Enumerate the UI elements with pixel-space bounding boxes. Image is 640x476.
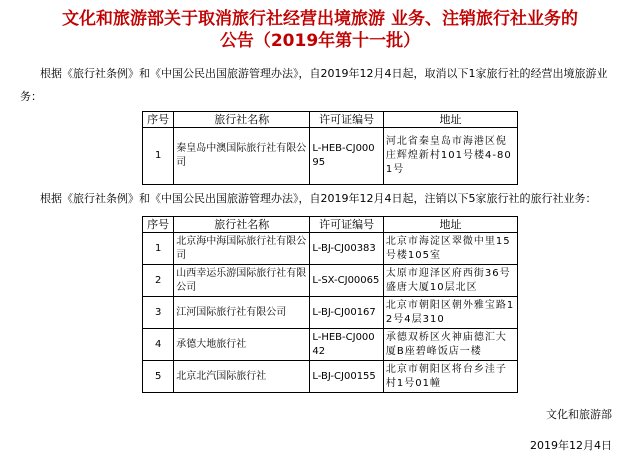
cell-name: 山西幸运乐游国际旅行社有限公司 <box>174 265 310 297</box>
cell-seq: 1 <box>143 128 174 185</box>
cell-address: 太原市迎泽区府西街36号盛唐大厦10层北区 <box>383 265 517 297</box>
table-row <box>143 361 518 393</box>
cell-license: L-BJ-CJ00167 <box>310 297 384 329</box>
cell-license: L-BJ-CJ00383 <box>310 233 384 265</box>
table-row <box>143 233 518 265</box>
table-header-row <box>143 217 518 233</box>
cell-seq: 4 <box>143 329 174 361</box>
cell-address: 北京市朝阳区将台乡洼子村1号01幢 <box>383 361 517 393</box>
table-row <box>143 329 518 361</box>
header-address: 地址 <box>383 217 517 233</box>
cell-address: 北京市海淀区翠微中里15号楼105室 <box>383 233 517 265</box>
header-seq: 序号 <box>143 112 174 128</box>
table-row <box>143 128 518 185</box>
cell-license: L-HEB-CJ00095 <box>310 128 384 185</box>
paragraph-cancel-outbound: 根据《旅行社条例》和《中国公民出国旅游管理办法》，自2019年12月4日起，取消以下1家旅行社的经营出境旅游业务： <box>20 67 608 103</box>
header-name: 旅行社名称 <box>174 217 310 233</box>
cell-license: L-HEB-CJ00042 <box>310 329 384 361</box>
cell-seq: 2 <box>143 265 174 297</box>
table-header-row <box>143 112 518 128</box>
cell-address: 北京市朝阳区朝外雅宝路12号4层310 <box>383 297 517 329</box>
table-row <box>143 297 518 329</box>
cell-name: 北京北汽国际旅行社 <box>174 361 310 393</box>
header-license: 许可证编号 <box>310 112 384 128</box>
table-row <box>143 265 518 297</box>
cell-seq: 1 <box>143 233 174 265</box>
cell-seq: 5 <box>143 361 174 393</box>
cell-name: 承德大地旅行社 <box>174 329 310 361</box>
paragraph-deregister: 根据《旅行社条例》和《中国公民出国旅游管理办法》，自2019年12月4日起，注销以下5家旅行社的旅行社业务： <box>40 192 597 205</box>
cell-name: 北京海中海国际旅行社有限公司 <box>174 233 310 265</box>
announcement-title: 文化和旅游部关于取消旅行社经营出境旅游 业务、注销旅行社业务的公告（2019年第十一批） <box>62 9 578 51</box>
cell-license: L-BJ-CJ00155 <box>310 361 384 393</box>
header-license: 许可证编号 <box>310 217 384 233</box>
cell-license: L-SX-CJ00065 <box>310 265 384 297</box>
deregister-table <box>142 216 518 393</box>
header-address: 地址 <box>383 112 517 128</box>
cell-name: 江河国际旅行社有限公司 <box>174 297 310 329</box>
signature-org: 文化和旅游部 <box>546 408 612 421</box>
cell-address: 河北省秦皇岛市海港区倪庄辉煌新村101号楼4-801号 <box>383 128 517 185</box>
cell-address: 承德双桥区火神庙德汇大厦B座碧峰饭店一楼 <box>383 329 517 361</box>
header-seq: 序号 <box>143 217 174 233</box>
cell-seq: 3 <box>143 297 174 329</box>
signature-date: 2019年12月4日 <box>530 439 612 452</box>
cell-name: 秦皇岛中澳国际旅行社有限公司 <box>174 128 310 185</box>
cancel-outbound-table <box>142 111 518 185</box>
header-name: 旅行社名称 <box>174 112 310 128</box>
